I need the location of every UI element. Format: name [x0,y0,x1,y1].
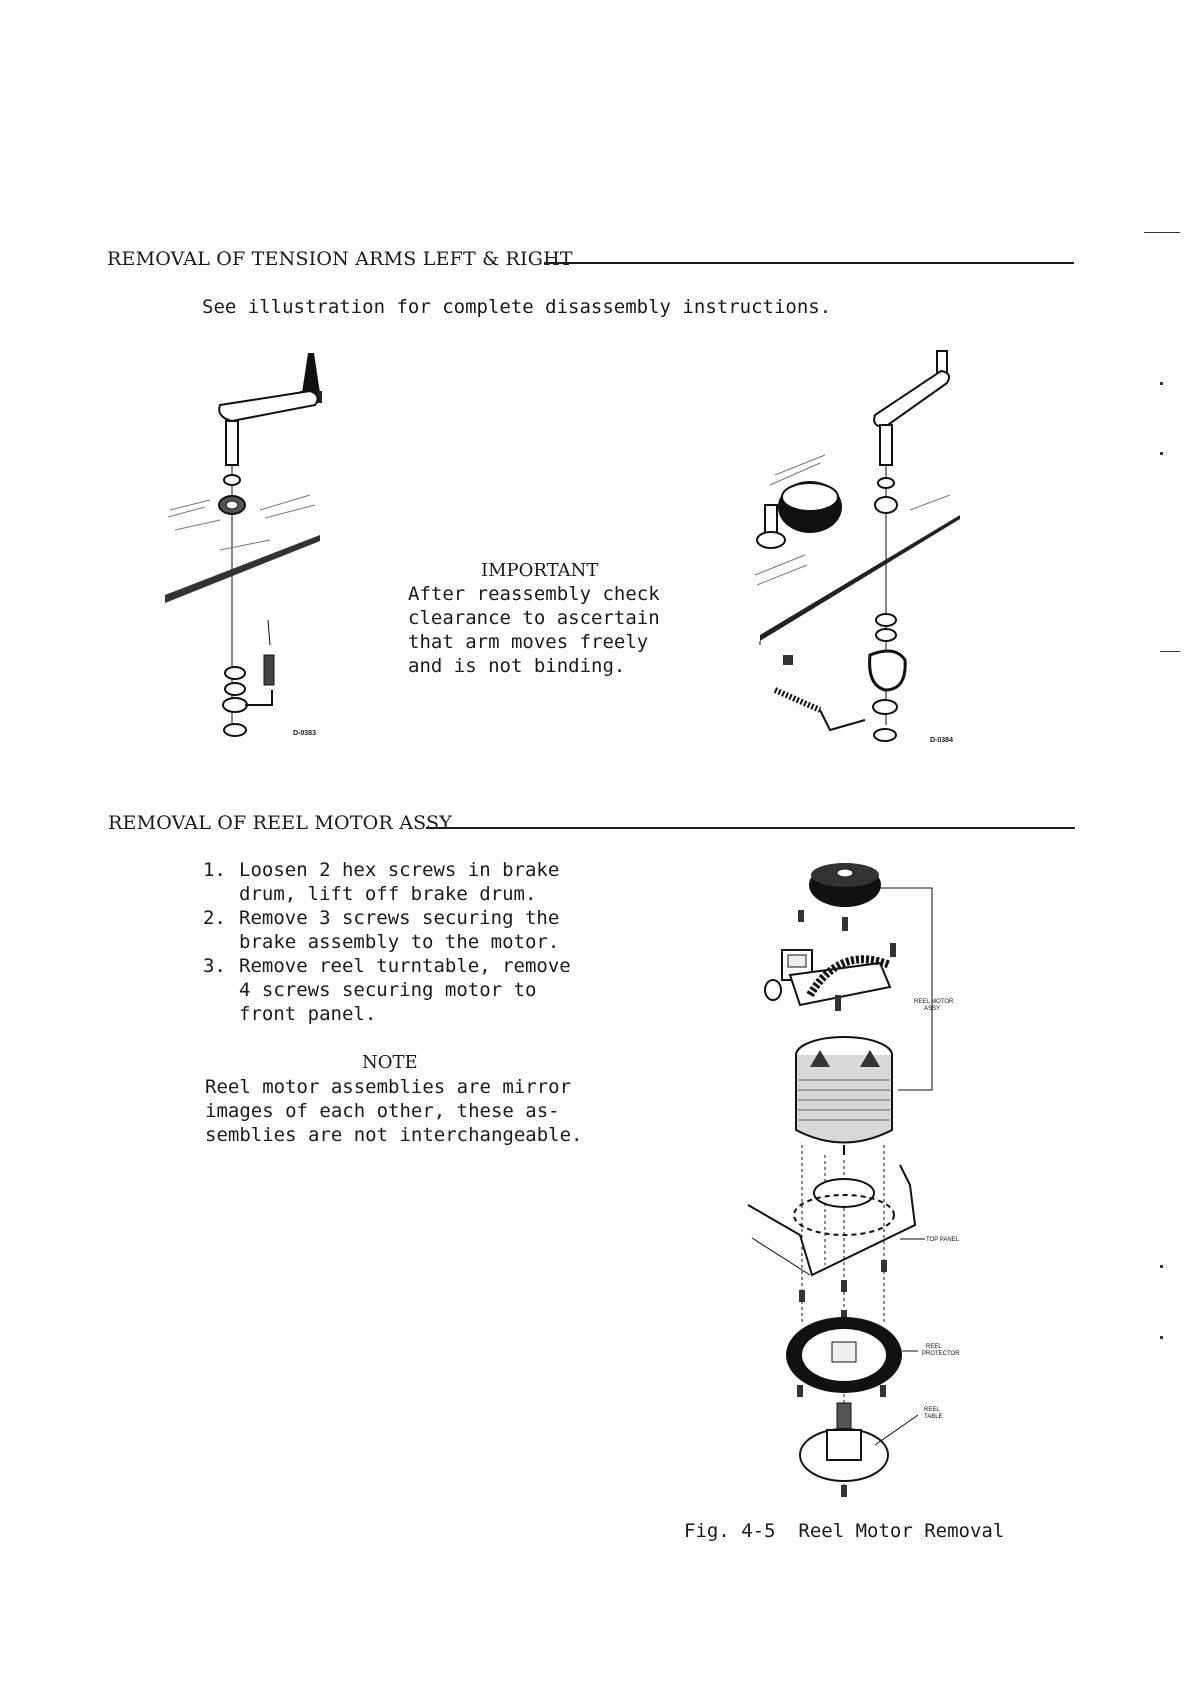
tension-arm-left-illustration [150,345,370,745]
note-line: semblies are not interchangeable. [205,1124,583,1146]
step-line: brake assembly to the motor. [239,931,560,953]
scan-mark [1160,452,1163,455]
label-top-panel: TOP PANEL [926,1237,960,1243]
scan-mark [1144,232,1180,233]
note-line: images of each other, these as- [205,1100,560,1122]
intro-text: See illustration for complete disassembly instructions. [202,296,832,318]
reel-motor-exploded-illustration [740,855,980,1505]
step-line: front panel. [239,1003,377,1025]
label-reel-protector-1: REEL [926,1344,942,1350]
heading-rule-2 [426,827,1075,829]
heading-rule-1 [544,262,1074,264]
note-line: Reel motor assemblies are mirror [205,1076,572,1098]
step-number: 1. [203,859,226,881]
label-reel-table-2: TABLE [924,1414,943,1420]
arm-knob [302,353,320,393]
important-line: and is not binding. [408,655,626,677]
scan-mark [1160,651,1180,652]
step-line: Loosen 2 hex screws in brake [239,859,560,881]
step-line: Remove 3 screws securing the [239,907,560,929]
step-number: 3. [203,955,226,977]
figure-code-right: D-0384 [930,737,953,744]
scan-mark [1160,382,1163,385]
section-heading-tension-arms: REMOVAL OF TENSION ARMS LEFT & RIGHT [107,248,573,270]
note-title: NOTE [362,1052,418,1073]
important-line: that arm moves freely [408,631,649,653]
label-reel-motor-assy-1: REEL MOTOR [914,999,954,1005]
label-reel-motor-assy-2: ASSY [924,1006,941,1012]
step-3 [203,954,571,1026]
step-line: drum, lift off brake drum. [239,883,537,905]
step-1 [203,858,571,906]
important-title: IMPORTANT [481,560,599,581]
important-text [408,582,660,678]
label-reel-protector-2: PROTECTOR [922,1351,960,1357]
scan-mark [1160,1336,1163,1339]
step-number: 2. [203,907,226,929]
step-2 [203,906,571,954]
note-text [205,1075,583,1147]
step-line: 4 screws securing motor to [239,979,537,1001]
tension-arm-right-illustration [735,345,985,750]
arm-lever [219,391,317,421]
scan-mark [1160,1265,1163,1268]
important-line: After reassembly check [408,583,660,605]
step-line: Remove reel turntable, remove [239,955,571,977]
label-reel-table-1: REEL [924,1407,940,1413]
figure-caption: Fig. 4-5 Reel Motor Removal [684,1520,1005,1542]
procedure-steps [203,858,571,1026]
section-heading-reel-motor: REMOVAL OF REEL MOTOR ASSY [108,812,452,834]
figure-code-left: D-0383 [293,730,316,737]
important-line: clearance to ascertain [408,607,660,629]
